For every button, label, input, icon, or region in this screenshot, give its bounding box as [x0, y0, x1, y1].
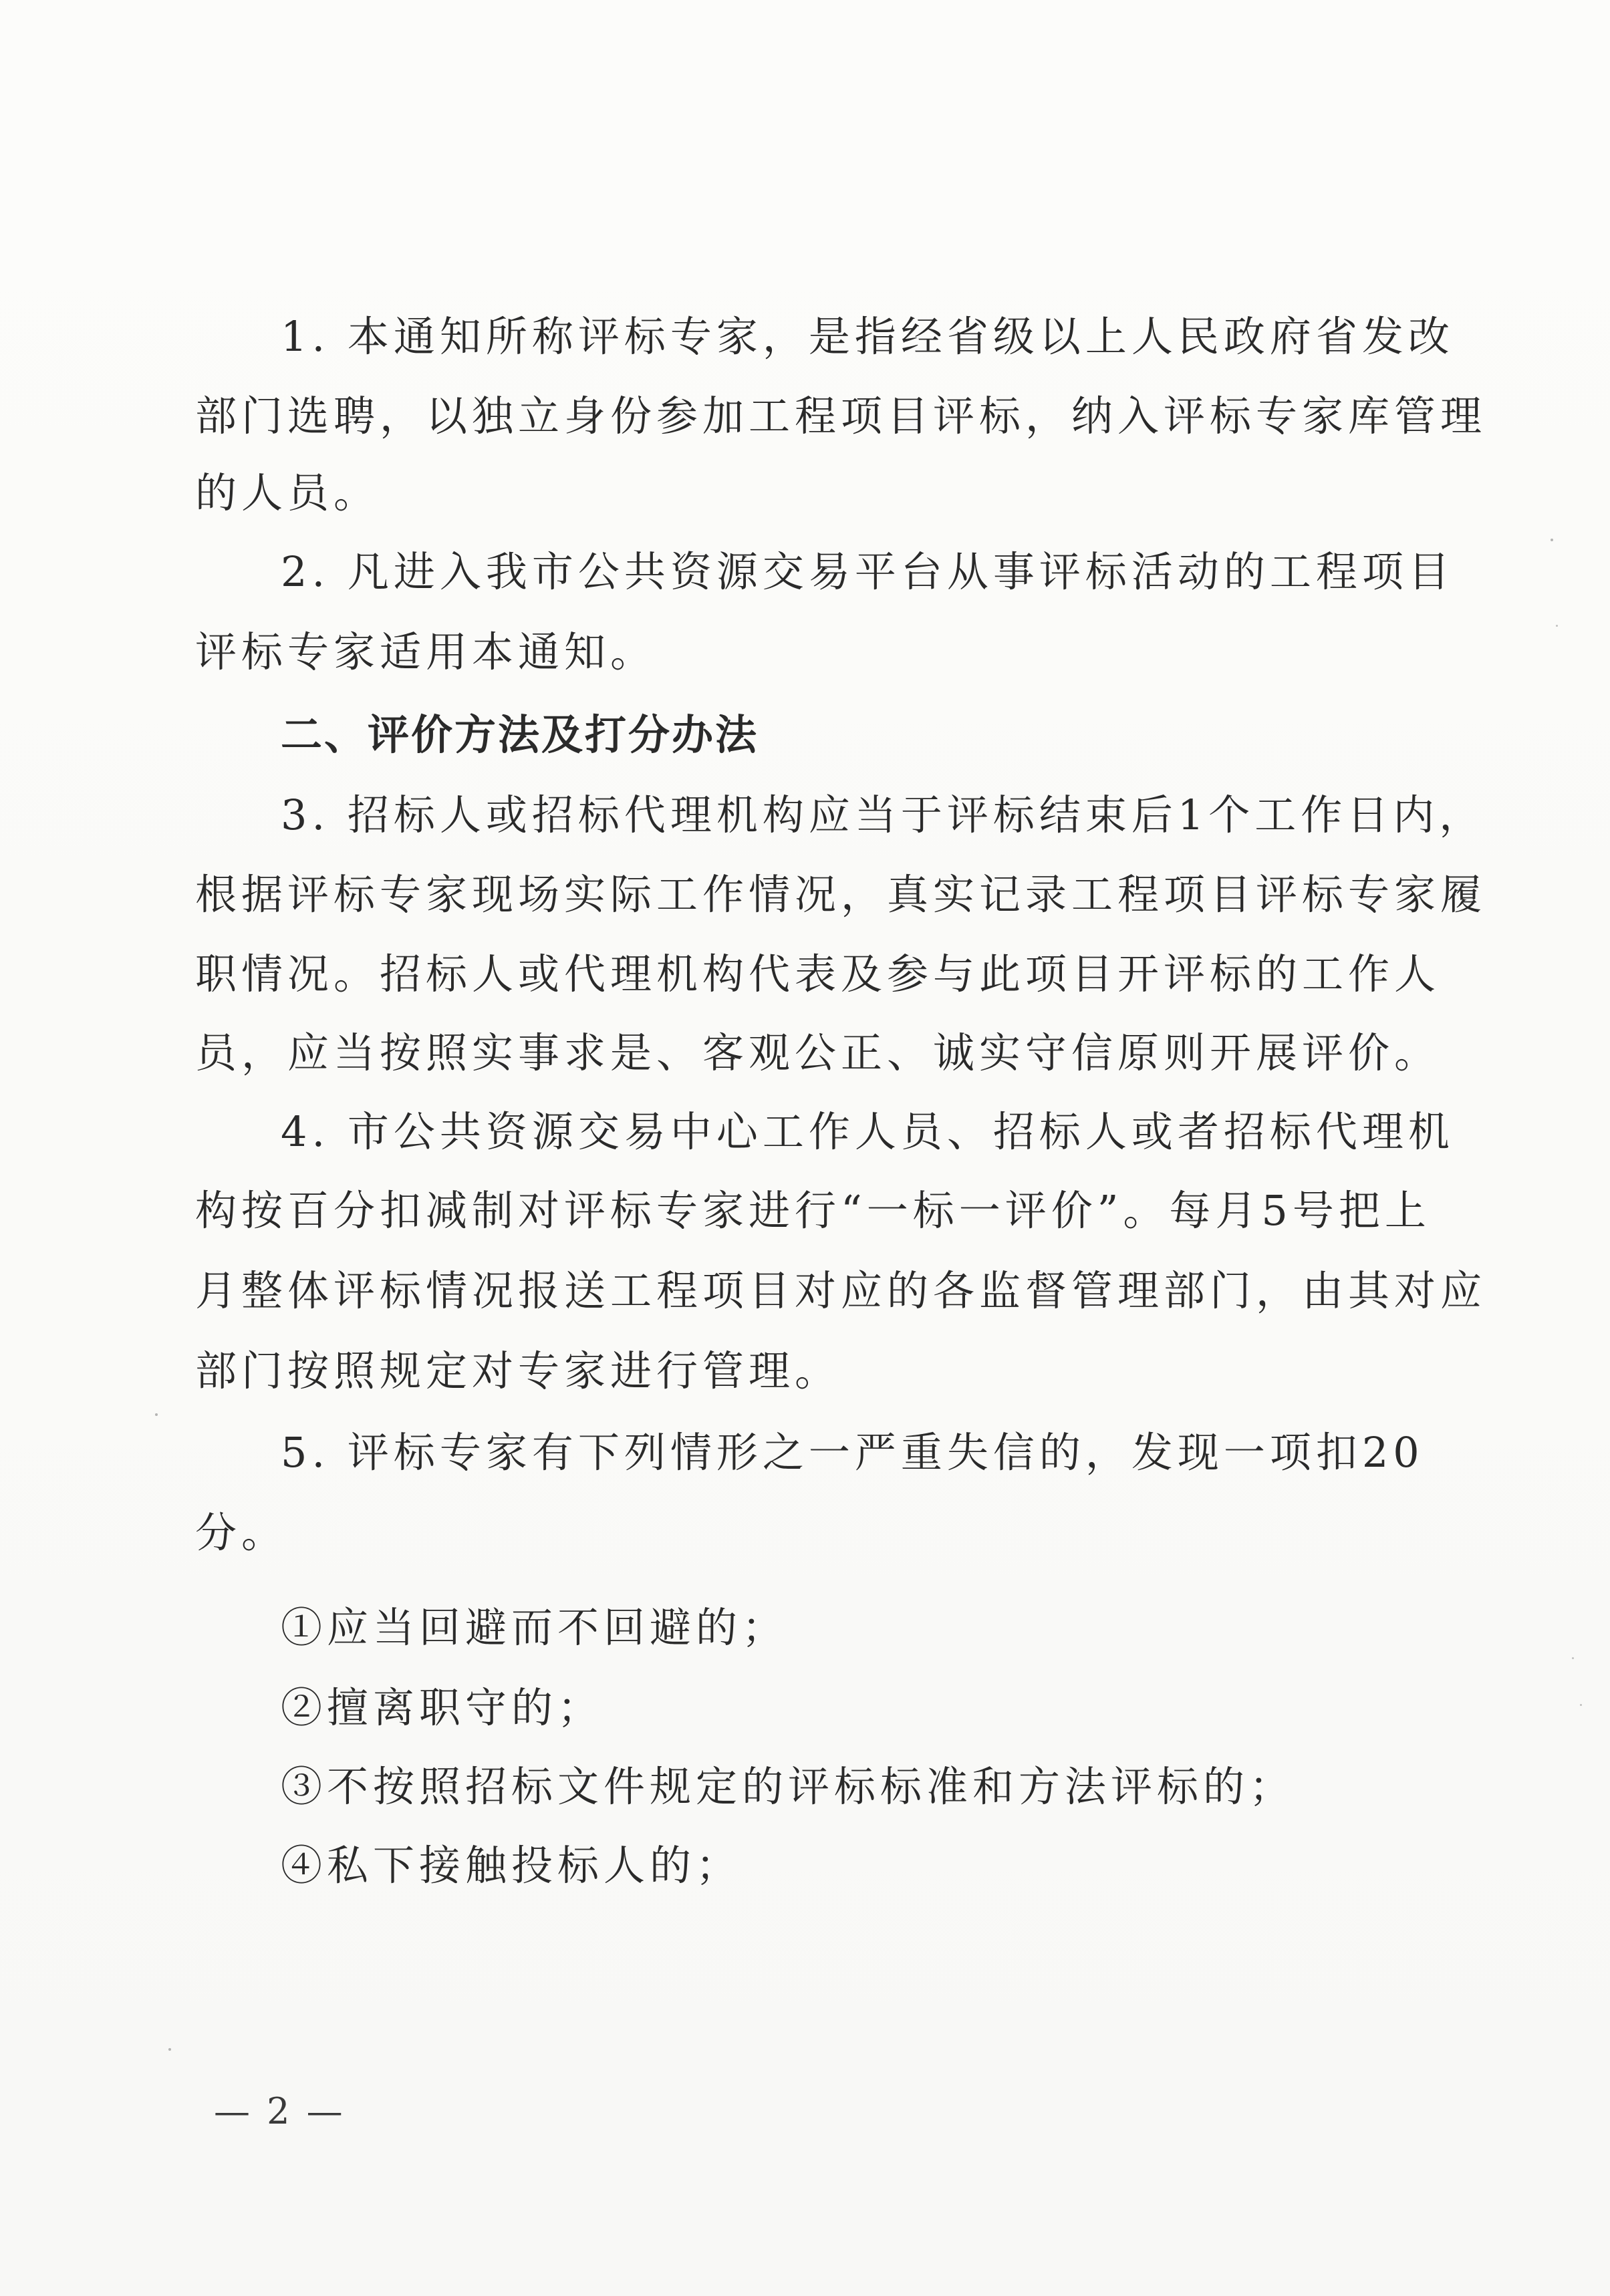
paragraph-1-line-3: 的人员。: [195, 468, 380, 517]
paragraph-4-line-1: 4. 市公共资源交易中心工作人员、招标人或者招标代理机: [281, 1107, 1454, 1156]
paragraph-2-line-1: 2. 凡进入我市公共资源交易平台从事评标活动的工程项目: [281, 547, 1454, 596]
paragraph-5-line-1: 5. 评标专家有下列情形之一严重失信的，发现一项扣20: [281, 1428, 1424, 1477]
scan-speck: [1572, 1657, 1574, 1659]
paragraph-3-line-1: 3. 招标人或招标代理机构应当于评标结束后1个工作日内，: [281, 791, 1486, 839]
list-item-2: ②擅离职守的；: [281, 1683, 604, 1732]
scan-speck: [1551, 539, 1553, 541]
paragraph-2-line-2: 评标专家适用本通知。: [195, 627, 657, 676]
paragraph-3-line-2: 根据评标专家现场实际工作情况，真实记录工程项目评标专家履: [195, 870, 1487, 919]
list-item-4: ④私下接触投标人的；: [281, 1841, 743, 1890]
paragraph-5-line-2: 分。: [195, 1508, 288, 1557]
paragraph-1-line-2: 部门选聘，以独立身份参加工程项目评标，纳入评标专家库管理: [195, 392, 1487, 440]
paragraph-4-line-3: 月整体评标情况报送工程项目对应的各监督管理部门，由其对应: [195, 1266, 1487, 1315]
page-number: — 2 —: [214, 2090, 346, 2132]
list-item-3: ③不按照招标文件规定的评标标准和方法评标的；: [281, 1762, 1296, 1811]
section-heading: 二、评价方法及打分办法: [281, 710, 759, 759]
list-item-1: ①应当回避而不回避的；: [281, 1603, 789, 1652]
scan-speck: [1556, 625, 1558, 627]
paragraph-4-line-2: 构按百分扣减制对评标专家进行“一标一评价”。每月5号把上: [195, 1186, 1431, 1235]
scan-speck: [168, 2048, 171, 2051]
paragraph-1-line-1: 1. 本通知所称评标专家，是指经省级以上人民政府省发改: [281, 312, 1454, 361]
paragraph-3-line-3: 职情况。招标人或代理机构代表及参与此项目开评标的工作人: [195, 950, 1441, 998]
paragraph-4-line-4: 部门按照规定对专家进行管理。: [195, 1346, 841, 1395]
scan-speck: [1580, 1704, 1582, 1706]
paragraph-3-line-4: 员，应当按照实事求是、客观公正、诚实守信原则开展评价。: [195, 1028, 1441, 1077]
scan-speck: [155, 1413, 158, 1416]
